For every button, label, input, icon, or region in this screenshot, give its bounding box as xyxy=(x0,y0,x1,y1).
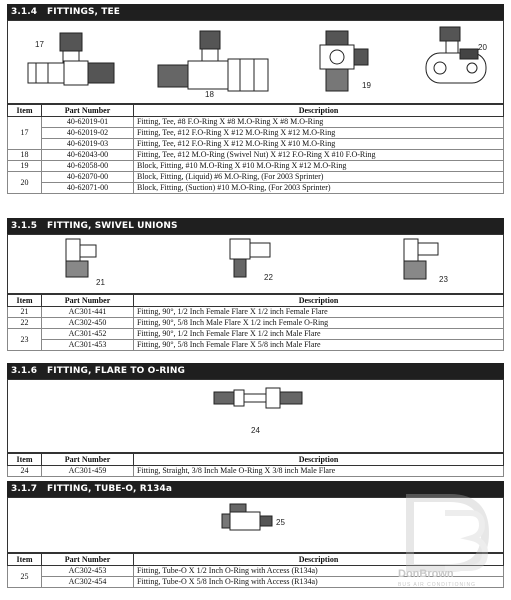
item-header: Item xyxy=(8,105,42,117)
description-cell: Fitting, 90°, 1/2 Inch Female Flare X 1/2 inch Male Flare xyxy=(134,329,504,340)
table-row xyxy=(8,183,504,194)
block-fitting-20-image xyxy=(426,27,486,83)
callout-20: 20 xyxy=(478,43,487,52)
part-number-cell: 40-62071-00 xyxy=(42,183,134,194)
callout-18: 18 xyxy=(205,90,214,99)
callout-21: 21 xyxy=(96,278,105,287)
part-number-cell: AC301-452 xyxy=(42,329,134,340)
callout-24: 24 xyxy=(251,426,260,435)
watermark-sub: BUS AIR CONDITIONING xyxy=(398,582,477,588)
table-row xyxy=(8,117,504,128)
item-cell: 21 xyxy=(8,307,42,318)
part-number-cell: 40-62019-01 xyxy=(42,117,134,128)
section-number: 3.1.7 xyxy=(11,484,38,494)
part-number-header: Part Number xyxy=(42,454,134,466)
table-row xyxy=(8,128,504,139)
section-header-3-1-5 xyxy=(7,218,504,234)
item-cell: 23 xyxy=(8,329,42,351)
part-number-cell: AC302-454 xyxy=(42,577,134,588)
part-number-header: Part Number xyxy=(42,295,134,307)
table-row xyxy=(8,139,504,150)
callout-19: 19 xyxy=(362,81,371,90)
item-cell: 18 xyxy=(8,150,42,161)
description-cell: Fitting, 90°, 1/2 Inch Female Flare X 1/2 inch Female Flare xyxy=(134,307,504,318)
table-row xyxy=(8,172,504,183)
section-title: FITTING, SWIVEL UNIONS xyxy=(47,221,178,231)
description-cell: Fitting, Tee, #12 F.O-Ring X #12 M.O-Ring X #12 M.O-Ring xyxy=(134,128,504,139)
swivel-unions-drawing xyxy=(8,235,503,293)
parts-table-3-1-6 xyxy=(7,453,504,477)
part-number-cell: 40-62043-00 xyxy=(42,150,134,161)
table-row xyxy=(8,340,504,351)
part-number-cell: 40-62019-02 xyxy=(42,128,134,139)
swivel-union-22-image xyxy=(230,239,270,277)
part-number-cell: 40-62058-00 xyxy=(42,161,134,172)
section-title: FITTINGS, TEE xyxy=(47,7,121,17)
flare-oring-illustration xyxy=(7,379,504,453)
parts-table-3-1-4 xyxy=(7,104,504,194)
callout-25: 25 xyxy=(276,518,285,527)
item-cell: 19 xyxy=(8,161,42,172)
table-header-row xyxy=(8,105,504,117)
table-header-row xyxy=(8,295,504,307)
description-cell: Fitting, Tee, #12 M.O-Ring (Swivel Nut) X #12 F.O-Ring X #10 F.O-Ring xyxy=(134,150,504,161)
part-number-cell: AC302-450 xyxy=(42,318,134,329)
part-number-cell: 40-62070-00 xyxy=(42,172,134,183)
section-number: 3.1.6 xyxy=(11,366,38,376)
description-header: Description xyxy=(134,454,504,466)
part-number-header: Part Number xyxy=(42,105,134,117)
part-number-cell: AC301-459 xyxy=(42,466,134,477)
description-cell: Block, Fitting, #10 M.O-Ring X #10 M.O-Ring X #12 M.O-Ring xyxy=(134,161,504,172)
part-number-cell: 40-62019-03 xyxy=(42,139,134,150)
part-number-cell: AC302-453 xyxy=(42,566,134,577)
description-header: Description xyxy=(134,554,504,566)
table-header-row xyxy=(8,454,504,466)
table-row xyxy=(8,466,504,477)
item-header: Item xyxy=(8,454,42,466)
section-title: FITTING, TUBE-O, R134a xyxy=(47,484,172,494)
callout-23: 23 xyxy=(439,275,448,284)
tee-fittings-drawing xyxy=(8,21,503,103)
watermark-brand: DonBrown xyxy=(398,568,454,580)
description-cell: Fitting, 90°, 5/8 Inch Female Flare X 5/8 inch Male Flare xyxy=(134,340,504,351)
swivel-union-23-image xyxy=(404,239,438,279)
table-row xyxy=(8,318,504,329)
swivel-unions-illustration xyxy=(7,234,504,294)
description-cell: Block, Fitting, (Liquid) #6 M.O-Ring, (For 2003 Sprinter) xyxy=(134,172,504,183)
part-number-header: Part Number xyxy=(42,554,134,566)
straight-fitting-24-image xyxy=(214,388,302,408)
swivel-union-21-image xyxy=(66,239,96,277)
description-cell: Block, Fitting, (Suction) #10 M.O-Ring, (For 2003 Sprinter) xyxy=(134,183,504,194)
callout-22: 22 xyxy=(264,273,273,282)
item-cell: 25 xyxy=(8,566,42,588)
section-header-3-1-4 xyxy=(7,4,504,20)
item-cell: 17 xyxy=(8,117,42,150)
section-number: 3.1.5 xyxy=(11,221,38,231)
section-header-3-1-6 xyxy=(7,363,504,379)
part-number-cell: AC301-453 xyxy=(42,340,134,351)
description-cell: Fitting, Straight, 3/8 Inch Male O-Ring X 3/8 inch Male Flare xyxy=(134,466,504,477)
item-header: Item xyxy=(8,295,42,307)
tube-o-fitting-25-image xyxy=(222,504,272,530)
section-title: FITTING, FLARE TO O-RING xyxy=(47,366,185,376)
flare-oring-drawing xyxy=(8,380,503,452)
description-cell: Fitting, 90°, 5/8 Inch Male Flare X 1/2 inch Female O-Ring xyxy=(134,318,504,329)
description-header: Description xyxy=(134,295,504,307)
description-cell: Fitting, Tee, #12 F.O-Ring X #12 M.O-Ring X #10 M.O-Ring xyxy=(134,139,504,150)
table-row xyxy=(8,161,504,172)
callout-17: 17 xyxy=(35,40,44,49)
table-row xyxy=(8,329,504,340)
item-cell: 20 xyxy=(8,172,42,194)
item-cell: 24 xyxy=(8,466,42,477)
description-header: Description xyxy=(134,105,504,117)
block-fitting-19-image xyxy=(320,31,368,91)
description-cell: Fitting, Tee, #8 F.O-Ring X #8 M.O-Ring X #8 M.O-Ring xyxy=(134,117,504,128)
part-number-cell: AC301-441 xyxy=(42,307,134,318)
tee-fitting-18-image xyxy=(158,31,268,91)
section-number: 3.1.4 xyxy=(11,7,38,17)
tee-fittings-illustration xyxy=(7,20,504,104)
item-cell: 22 xyxy=(8,318,42,329)
description-cell: Fitting, Tube-O X 1/2 Inch O-Ring with Access (R134a) xyxy=(134,566,504,577)
item-header: Item xyxy=(8,554,42,566)
description-cell: Fitting, Tube-O X 5/8 Inch O-Ring with Access (R134a) xyxy=(134,577,504,588)
parts-table-3-1-5 xyxy=(7,294,504,351)
table-row xyxy=(8,307,504,318)
table-row xyxy=(8,150,504,161)
